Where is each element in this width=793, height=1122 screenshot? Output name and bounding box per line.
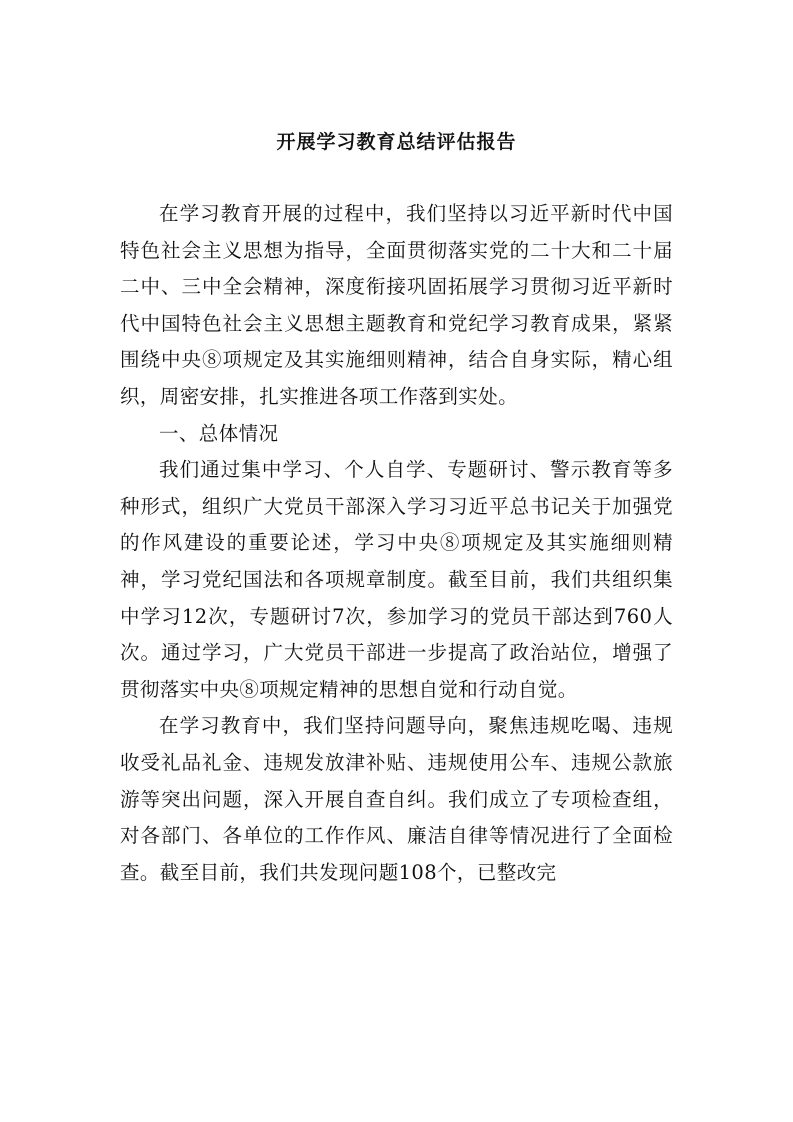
overview-paragraph-study: 我们通过集中学习、个人自学、专题研讨、警示教育等多种形式，组织广大党员干部深入学习习近平总书记关于加强党的作风建设的重要论述，学习中央⑧项规定及其实施细则精神，学习党纪国法和各项规章制度。截至目前，我们共组织集中学习12次，专题研讨7次，参加学习的党员干部达到760人次。通过学习，广大党员干部进一步提高了政治站位，增强了贯彻落实中央⑧项规定精神的思想自觉和行动自觉。 [120,458,673,701]
document-title: 开展学习教育总结评估报告 [276,131,517,153]
section-heading-overview: 一、总体情况 [159,421,279,445]
intro-paragraph: 在学习教育开展的过程中，我们坚持以习近平新时代中国特色社会主义思想为指导，全面贯彻落实党的二十大和二十届二中、三中全会精神，深度衔接巩固拓展学习贯彻习近平新时代中国特色社会主义思想主题教育和党纪学习教育成果，紧紧围绕中央⑧项规定及其实施细则精神，结合自身实际，精心组织，周密安排，扎实推进各项工作落到实处。 [120,202,673,408]
overview-paragraph-inspection: 在学习教育中，我们坚持问题导向，聚焦违规吃喝、违规收受礼品礼金、违规发放津补贴、违规使用公车、违规公款旅游等突出问题，深入开展自查自纠。我们成立了专项检查组，对各部门、各单位的工作作风、廉洁自律等情况进行了全面检查。截至目前，我们共发现问题108个，已整改完 [120,714,673,884]
document-body [120,196,673,891]
